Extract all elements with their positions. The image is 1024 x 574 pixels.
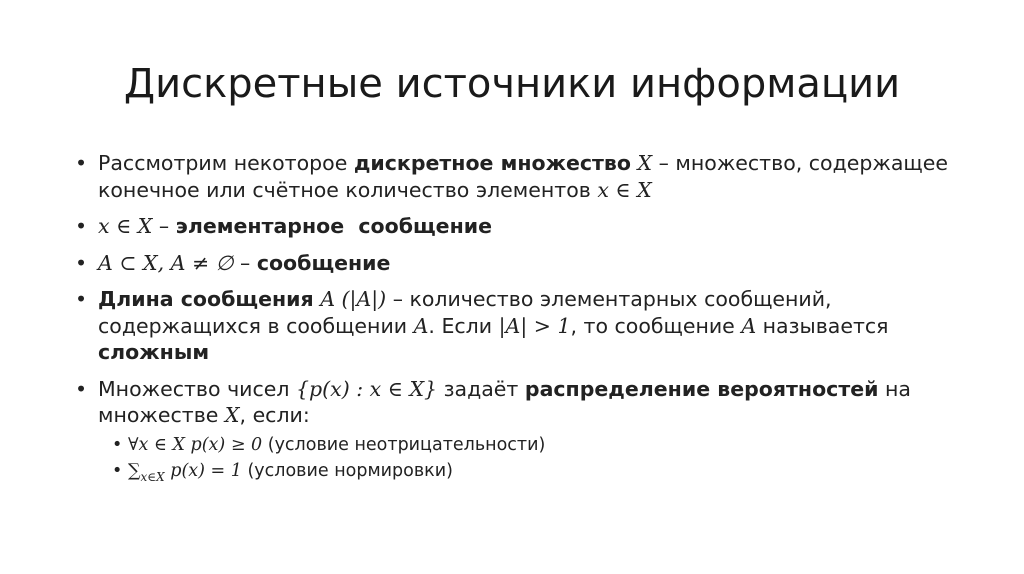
term-discrete-set: дискретное множество xyxy=(353,151,631,175)
item-text: – xyxy=(152,214,176,238)
sum-symbol: ∑ xyxy=(128,460,141,481)
math-symbol: X xyxy=(224,403,240,427)
math-expression: A ⊂ X, A ≠ ∅ xyxy=(98,250,234,275)
bullet-icon: • xyxy=(75,287,88,311)
math-expression: x ∈ X xyxy=(597,177,652,202)
item-text: задаёт xyxy=(437,376,525,401)
item-text: Рассмотрим некоторое xyxy=(98,151,354,175)
sub-item-nonnegativity xyxy=(98,433,970,457)
item-text: (условие нормировки) xyxy=(241,460,453,481)
math-symbol: A xyxy=(320,287,336,311)
item-text: – xyxy=(233,250,257,275)
math-expression: p(x) = 1 xyxy=(164,460,242,481)
term-probability-distribution: распределение вероятностей xyxy=(524,376,879,401)
list-item-message-length xyxy=(70,286,970,366)
bullet-icon: • xyxy=(112,434,123,455)
list-item-elementary-message xyxy=(70,213,970,240)
math-symbol: X xyxy=(637,151,653,175)
list-item-discrete-set xyxy=(70,150,970,203)
item-text: – множество, содержащее конечное или счётное количество элементов xyxy=(98,151,948,202)
sub-item-normalization xyxy=(98,459,970,489)
item-text: , то сообщение xyxy=(570,313,742,338)
item-text: Множество чисел xyxy=(98,376,297,401)
item-text: на множестве xyxy=(98,376,911,427)
math-symbol: A xyxy=(413,313,429,338)
slide-content xyxy=(70,150,970,499)
math-expression: ∀x ∈ X p(x) ≥ 0 xyxy=(128,434,263,455)
math-expression: (|A|) xyxy=(341,287,387,311)
sum-subscript: x∈X xyxy=(140,469,165,484)
list-item-probability-distribution xyxy=(70,376,970,489)
term-message-length: Длина сообщения xyxy=(98,287,314,311)
sub-bullet-list xyxy=(98,433,970,489)
term-complex: сложным xyxy=(98,340,210,364)
item-text: . Если xyxy=(428,313,499,338)
bullet-list xyxy=(70,150,970,489)
bullet-icon: • xyxy=(75,250,88,275)
math-expression: x ∈ X xyxy=(98,214,153,238)
math-expression: {p(x) : x ∈ X} xyxy=(296,376,438,401)
bullet-icon: • xyxy=(75,376,88,401)
bullet-icon: • xyxy=(112,460,123,481)
item-text: – количество элементарных сообщений, содержащихся в сообщении xyxy=(98,287,832,338)
item-text: (условие неотрицательности) xyxy=(262,434,546,455)
slide-title: Дискретные источники информации xyxy=(123,61,901,107)
bullet-icon: • xyxy=(75,214,88,238)
math-expression: |A| > 1 xyxy=(498,313,571,338)
math-symbol: A xyxy=(741,313,757,338)
term-elementary-message: элементарное сообщение xyxy=(175,214,493,238)
list-item-message xyxy=(70,250,970,277)
item-text: , если: xyxy=(239,403,310,427)
bullet-icon: • xyxy=(75,151,88,175)
term-message: сообщение xyxy=(256,250,391,275)
item-text: называется xyxy=(756,313,889,338)
